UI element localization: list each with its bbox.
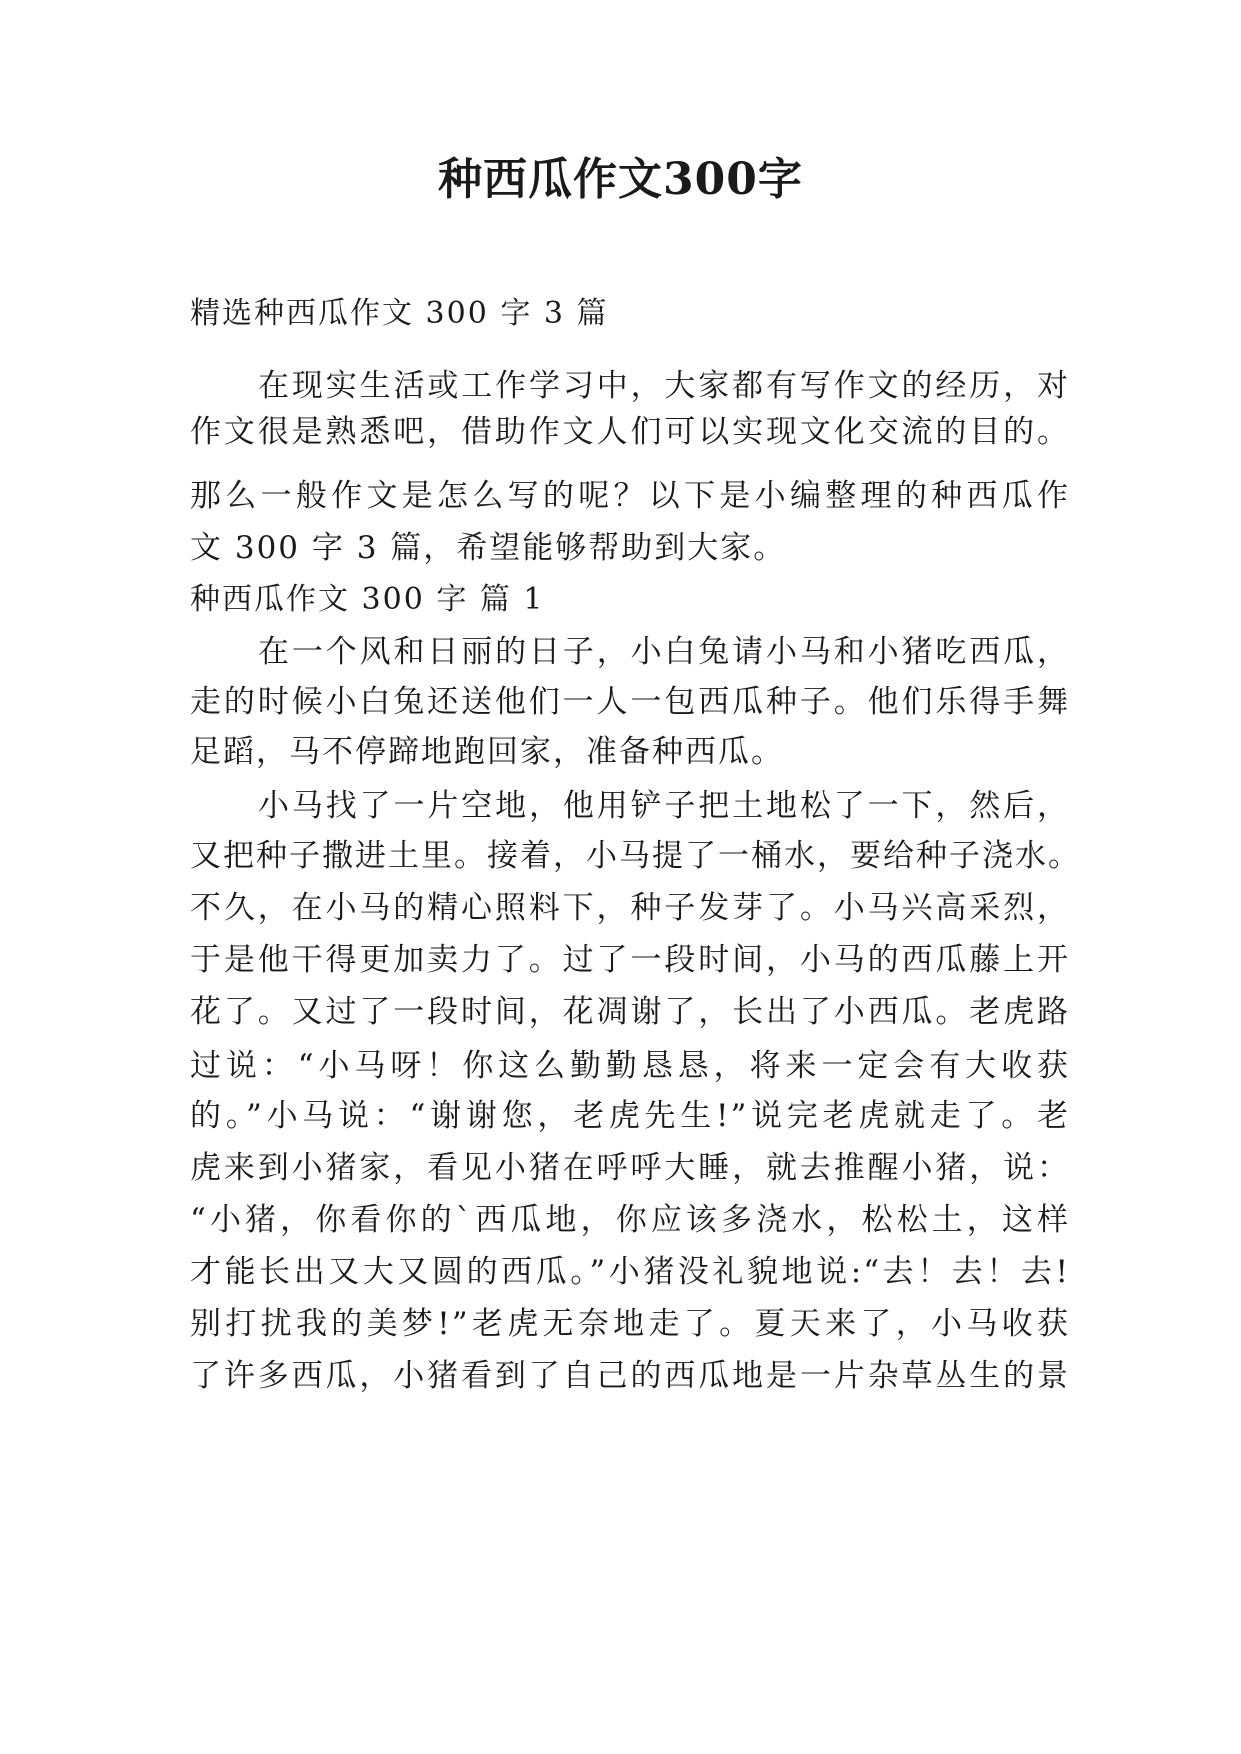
paragraph-line: 花了。又过了一段时间，花凋谢了，长出了小西瓜。老虎路 (190, 994, 1070, 1030)
paragraph-line: 过说：“小马呀！你这么勤勤恳恳，将来一定会有大收获 (190, 1048, 1070, 1084)
paragraph-line: 的。”小马说：“谢谢您，老虎先生!”说完老虎就走了。老 (190, 1098, 1070, 1134)
intro-line: 那么一般作文是怎么写的呢？以下是小编整理的种西瓜作 (190, 478, 1070, 514)
paragraph-line: 走的时候小白兔还送他们一人一包西瓜种子。他们乐得手舞 (190, 684, 1070, 720)
paragraph-line: 小马找了一片空地，他用铲子把土地松了一下，然后， (258, 788, 1070, 824)
paragraph-line: 于是他干得更加卖力了。过了一段时间，小马的西瓜藤上开 (190, 942, 1070, 978)
paragraph-line: 虎来到小猪家，看见小猪在呼呼大睡，就去推醒小猪，说： (190, 1150, 1070, 1186)
intro-line: 作文很是熟悉吧，借助作文人们可以实现文化交流的目的。 (190, 414, 1070, 450)
paragraph-line: 足蹈，马不停蹄地跑回家，准备种西瓜。 (190, 734, 784, 770)
paragraph-line: 别打扰我的美梦!”老虎无奈地走了。夏天来了，小马收获 (190, 1306, 1070, 1342)
document-title: 种西瓜作文300字 (438, 154, 803, 205)
paragraph-line: 又把种子撒进土里。接着，小马提了一桶水，要给种子浇水。 (190, 838, 1081, 874)
document-subtitle: 精选种西瓜作文 300 字 3 篇 (190, 296, 609, 331)
section-heading: 种西瓜作文 300 字 篇 1 (190, 582, 545, 617)
paragraph-line: 在一个风和日丽的日子，小白兔请小马和小猪吃西瓜， (258, 634, 1070, 670)
paragraph-line: “小猪，你看你的`西瓜地，你应该多浇水，松松土，这样 (190, 1202, 1070, 1238)
intro-line: 文 300 字 3 篇，希望能够帮助到大家。 (190, 530, 787, 566)
paragraph-line: 了许多西瓜，小猪看到了自己的西瓜地是一片杂草丛生的景 (190, 1358, 1070, 1394)
paragraph-line: 才能长出又大又圆的西瓜。”小猪没礼貌地说:“去！去！去! (190, 1254, 1070, 1290)
intro-line: 在现实生活或工作学习中，大家都有写作文的经历，对 (258, 368, 1070, 404)
paragraph-line: 不久，在小马的精心照料下，种子发芽了。小马兴高采烈， (190, 890, 1070, 926)
